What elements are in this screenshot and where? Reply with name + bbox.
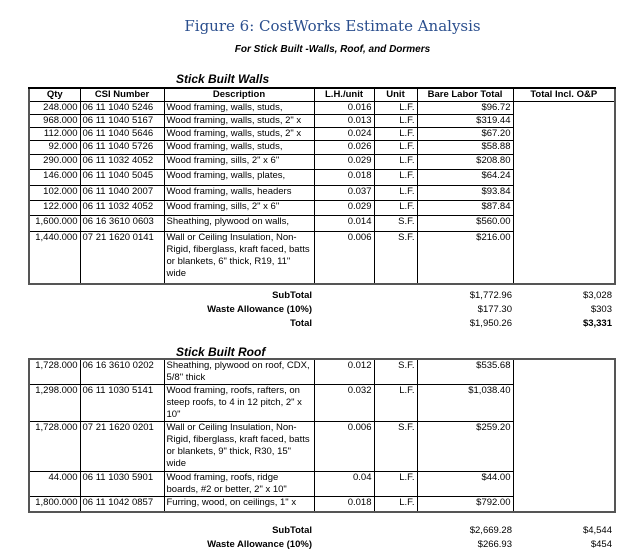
table-row	[29, 155, 615, 170]
figure-title: Figure 6: CostWorks Estimate Analysis	[184, 17, 481, 35]
unit-cell: L.F.	[374, 115, 417, 128]
qty-cell: 1,800.000	[29, 497, 80, 512]
description-cell: Wood framing, sills, 2" x 6"	[164, 155, 314, 170]
description-cell: Wall or Ceiling Insulation, Non-Rigid, fiberglass, kraft faced, batts or blankets, 6" thick, R19, 11" wide	[164, 232, 314, 284]
bare-labor-cell: $44.00	[417, 472, 513, 497]
col-description: Description	[164, 88, 314, 102]
unit-cell: S.F.	[374, 422, 417, 472]
qty-cell: 112.000	[29, 128, 80, 141]
description-cell: Wood framing, roofs, rafters, on steep roofs, to 4 in 12 pitch, 2" x 10"	[164, 385, 314, 422]
total-op-cell	[513, 141, 615, 155]
total-op-cell	[513, 170, 615, 186]
total-op-cell	[513, 216, 615, 232]
table-row	[29, 472, 615, 497]
lh-unit-cell: 0.029	[314, 201, 374, 216]
csi-cell: 06 16 3610 0603	[80, 216, 164, 232]
summary-total-op: $454	[590, 539, 612, 550]
summary-bare-labor: $177.30	[477, 304, 512, 315]
roof-heading: Stick Built Roof	[176, 345, 266, 359]
lh-unit-cell: 0.018	[314, 497, 374, 512]
total-op-cell	[513, 385, 615, 422]
unit-cell: S.F.	[374, 232, 417, 284]
unit-cell: S.F.	[374, 216, 417, 232]
bare-labor-cell: $208.80	[417, 155, 513, 170]
lh-unit-cell: 0.006	[314, 422, 374, 472]
unit-cell: L.F.	[374, 472, 417, 497]
description-cell: Wood framing, walls, studs, 2" x	[164, 128, 314, 141]
summary-bare-labor: $266.93	[477, 539, 512, 550]
table-row	[29, 201, 615, 216]
summary-label: Waste Allowance (10%)	[207, 539, 312, 550]
summary-bare-labor: $2,669.28	[469, 525, 512, 536]
table-row	[29, 216, 615, 232]
table-row	[29, 170, 615, 186]
summary-label: Waste Allowance (10%)	[207, 304, 312, 315]
qty-cell: 44.000	[29, 472, 80, 497]
col-qty: Qty	[29, 88, 80, 102]
qty-cell: 1,728.000	[29, 422, 80, 472]
figure-subtitle: For Stick Built -Walls, Roof, and Dormers	[234, 44, 431, 55]
total-op-cell	[513, 155, 615, 170]
summary-bare-labor: $1,772.96	[469, 290, 512, 301]
table-row	[29, 141, 615, 155]
total-op-cell	[513, 422, 615, 472]
col-csi: CSI Number	[80, 88, 164, 102]
total-op-cell	[513, 472, 615, 497]
description-cell: Wood framing, walls, studs, 2" x	[164, 115, 314, 128]
unit-cell: L.F.	[374, 170, 417, 186]
qty-cell: 102.000	[29, 186, 80, 201]
csi-cell: 06 11 1040 5246	[80, 102, 164, 115]
description-cell: Wood framing, walls, plates,	[164, 170, 314, 186]
csi-cell: 06 11 1040 5167	[80, 115, 164, 128]
total-op-cell	[513, 232, 615, 284]
qty-cell: 92.000	[29, 141, 80, 155]
table-row	[29, 128, 615, 141]
qty-cell: 290.000	[29, 155, 80, 170]
summary-label: SubTotal	[272, 290, 312, 301]
description-cell: Wood framing, roofs, ridge boards, #2 or better, 2" x 10"	[164, 472, 314, 497]
qty-cell: 968.000	[29, 115, 80, 128]
bare-labor-cell: $792.00	[417, 497, 513, 512]
description-cell: Wood framing, walls, studs,	[164, 102, 314, 115]
total-op-cell	[513, 115, 615, 128]
description-cell: Wood framing, walls, studs,	[164, 141, 314, 155]
csi-cell: 06 11 1032 4052	[80, 155, 164, 170]
total-op-cell	[513, 359, 615, 385]
lh-unit-cell: 0.018	[314, 170, 374, 186]
description-cell: Wall or Ceiling Insulation, Non-Rigid, fiberglass, kraft faced, batts or blankets, 9" thick, R30, 15" wide	[164, 422, 314, 472]
total-op-cell	[513, 102, 615, 115]
qty-cell: 1,440.000	[29, 232, 80, 284]
table-row	[29, 359, 615, 385]
total-op-cell	[513, 201, 615, 216]
lh-unit-cell: 0.006	[314, 232, 374, 284]
qty-cell: 1,600.000	[29, 216, 80, 232]
csi-cell: 06 16 3610 0202	[80, 359, 164, 385]
bare-labor-cell: $67.20	[417, 128, 513, 141]
table-row	[29, 115, 615, 128]
unit-cell: L.F.	[374, 186, 417, 201]
csi-cell: 06 11 1040 5045	[80, 170, 164, 186]
unit-cell: L.F.	[374, 141, 417, 155]
summary-total-op: $3,028	[582, 290, 612, 301]
qty-cell: 248.000	[29, 102, 80, 115]
lh-unit-cell: 0.016	[314, 102, 374, 115]
lh-unit-cell: 0.037	[314, 186, 374, 201]
bare-labor-cell: $319.44	[417, 115, 513, 128]
unit-cell: L.F.	[374, 128, 417, 141]
lh-unit-cell: 0.04	[314, 472, 374, 497]
col-lh-unit: L.H./unit	[314, 88, 374, 102]
walls-heading: Stick Built Walls	[176, 72, 270, 86]
bare-labor-cell: $96.72	[417, 102, 513, 115]
csi-cell: 06 11 1040 2007	[80, 186, 164, 201]
lh-unit-cell: 0.012	[314, 359, 374, 385]
col-total-op: Total Incl. O&P	[513, 88, 615, 102]
bare-labor-cell: $560.00	[417, 216, 513, 232]
lh-unit-cell: 0.026	[314, 141, 374, 155]
description-cell: Sheathing, plywood on walls,	[164, 216, 314, 232]
summary-total-op: $303	[590, 304, 612, 315]
bare-labor-cell: $216.00	[417, 232, 513, 284]
lh-unit-cell: 0.024	[314, 128, 374, 141]
unit-cell: L.F.	[374, 497, 417, 512]
bare-labor-cell: $58.88	[417, 141, 513, 155]
bare-labor-cell: $93.84	[417, 186, 513, 201]
csi-cell: 06 11 1030 5901	[80, 472, 164, 497]
description-cell: Sheathing, plywood on roof, CDX, 5/8" thick	[164, 359, 314, 385]
summary-label: SubTotal	[272, 525, 312, 536]
bare-labor-cell: $535.68	[417, 359, 513, 385]
unit-cell: S.F.	[374, 359, 417, 385]
unit-cell: L.F.	[374, 102, 417, 115]
summary-total-op: $3,331	[582, 318, 612, 329]
unit-cell: L.F.	[374, 201, 417, 216]
csi-cell: 07 21 1620 0201	[80, 422, 164, 472]
description-cell: Furring, wood, on ceilings, 1" x	[164, 497, 314, 512]
description-cell: Wood framing, walls, headers	[164, 186, 314, 201]
unit-cell: L.F.	[374, 155, 417, 170]
summary-label: Total	[290, 318, 312, 329]
csi-cell: 06 11 1040 5646	[80, 128, 164, 141]
summary-bare-labor: $1,950.26	[469, 318, 512, 329]
csi-cell: 06 11 1030 5141	[80, 385, 164, 422]
csi-cell: 06 11 1042 0857	[80, 497, 164, 512]
unit-cell: L.F.	[374, 385, 417, 422]
csi-cell: 06 11 1032 4052	[80, 201, 164, 216]
bare-labor-cell: $259.20	[417, 422, 513, 472]
lh-unit-cell: 0.032	[314, 385, 374, 422]
lh-unit-cell: 0.014	[314, 216, 374, 232]
description-cell: Wood framing, sills, 2" x 6"	[164, 201, 314, 216]
bare-labor-cell: $87.84	[417, 201, 513, 216]
table-row	[29, 186, 615, 201]
total-op-cell	[513, 497, 615, 512]
qty-cell: 122.000	[29, 201, 80, 216]
table-row	[29, 497, 615, 512]
walls-table	[28, 87, 616, 285]
bare-labor-cell: $1,038.40	[417, 385, 513, 422]
table-row	[29, 102, 615, 115]
total-op-cell	[513, 128, 615, 141]
csi-cell: 07 21 1620 0141	[80, 232, 164, 284]
lh-unit-cell: 0.029	[314, 155, 374, 170]
col-bare-labor: Bare Labor Total	[417, 88, 513, 102]
qty-cell: 1,728.000	[29, 359, 80, 385]
roof-table	[28, 358, 616, 513]
qty-cell: 1,298.000	[29, 385, 80, 422]
summary-total-op: $4,544	[582, 525, 612, 536]
total-op-cell	[513, 186, 615, 201]
table-row	[29, 422, 615, 472]
bare-labor-cell: $64.24	[417, 170, 513, 186]
table-row	[29, 385, 615, 422]
col-unit: Unit	[374, 88, 417, 102]
qty-cell: 146.000	[29, 170, 80, 186]
table-row	[29, 232, 615, 284]
lh-unit-cell: 0.013	[314, 115, 374, 128]
csi-cell: 06 11 1040 5726	[80, 141, 164, 155]
